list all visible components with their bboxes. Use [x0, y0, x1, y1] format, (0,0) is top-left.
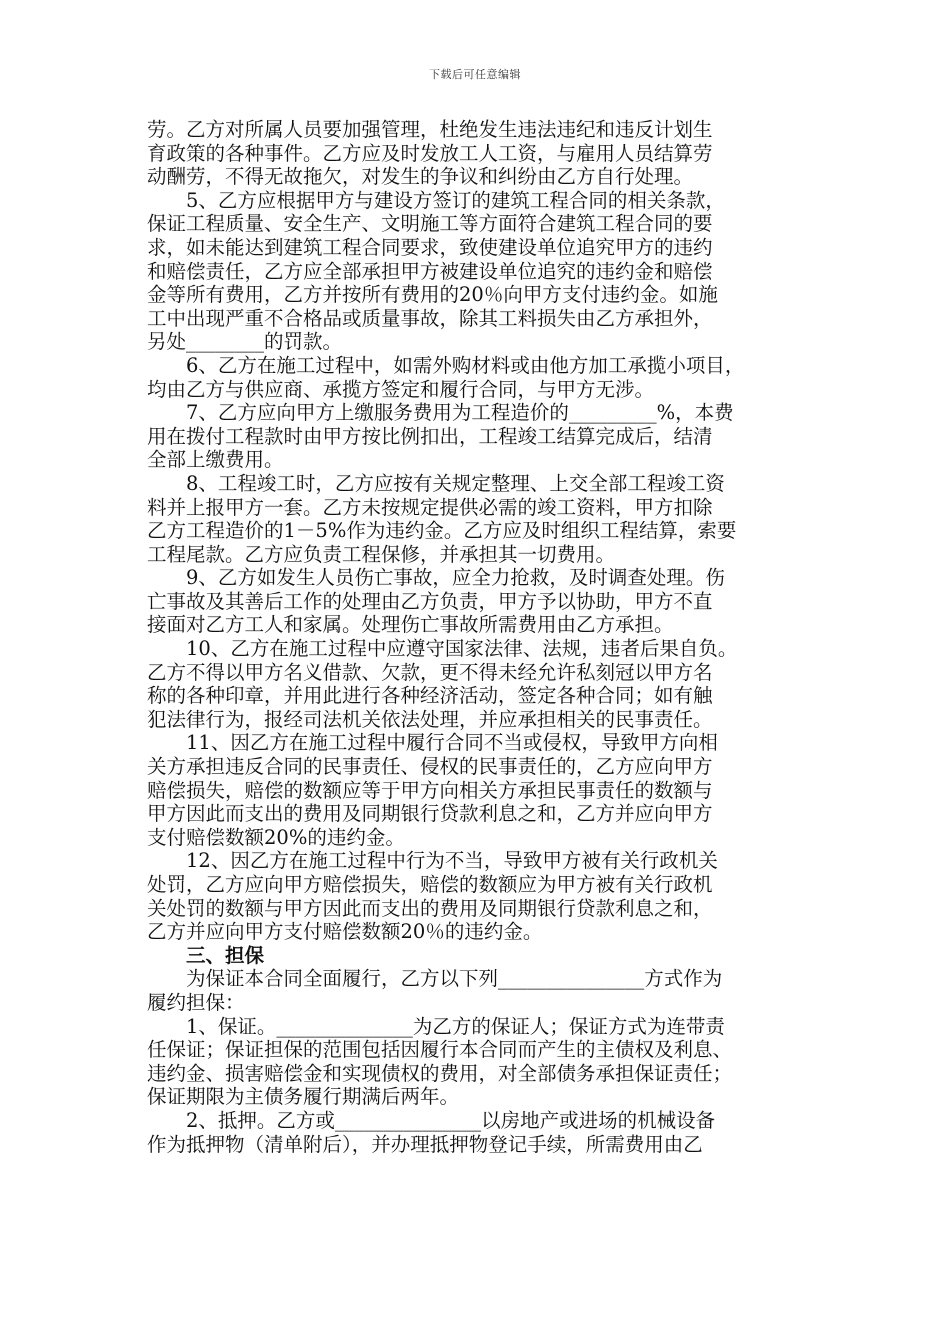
text-line: 为保证本合同全面履行，乙方以下列_______________方式作为 [186, 967, 723, 991]
text-line: 保证期限为主债务履行期满后两年。 [147, 1085, 460, 1109]
text-line: 支付赔偿数额20%的违约金。 [147, 825, 405, 849]
text-line: 乙方工程造价的1－5%作为违约金。乙方应及时组织工程结算，索要 [147, 519, 737, 543]
text-line: 7、乙方应向甲方上缴服务费用为工程造价的_________%，本费 [186, 401, 734, 425]
text-line: 10、乙方在施工过程中应遵守国家法律、法规，违者后果自负。 [186, 637, 738, 661]
text-line: 动酬劳，不得无故拖欠，对发生的争议和纠纷由乙方自行处理。 [147, 165, 694, 189]
text-line: 5、乙方应根据甲方与建设方签订的建筑工程合同的相关条款， [186, 188, 725, 212]
text-line: 作为抵押物（清单附后），并办理抵押物登记手续，所需费用由乙 [147, 1132, 703, 1156]
text-line: 9、乙方如发生人员伤亡事故，应全力抢救，及时调查处理。伤 [186, 566, 725, 590]
text-line: 育政策的各种事件。乙方应及时发放工人工资，与雇用人员结算劳 [147, 141, 713, 165]
text-line: 11、因乙方在施工过程中履行合同不当或侵权，导致甲方向相 [186, 731, 718, 755]
text-line: 用在拨付工程款时由甲方按比例扣出，工程竣工结算完成后，结清 [147, 424, 713, 448]
text-line: 劳。乙方对所属人员要加强管理，杜绝发生违法违纪和违反计划生 [147, 118, 713, 141]
text-line: 均由乙方与供应商、承揽方签定和履行合同，与甲方无涉。 [147, 377, 655, 401]
text-line: 求，如未能达到建筑工程合同要求，致使建设单位追究甲方的违约 [147, 235, 713, 259]
text-line: 12、因乙方在施工过程中行为不当，导致甲方被有关行政机关 [186, 849, 718, 873]
text-line: 关处罚的数额与甲方因此而支出的费用及同期银行贷款利息之和， [147, 896, 713, 920]
text-line: 甲方因此而支出的费用及同期银行贷款利息之和，乙方并应向甲方 [147, 802, 713, 826]
page-header-note: 下载后可任意编辑 [429, 68, 521, 81]
text-line: 乙方并应向甲方支付赔偿数额20％的违约金。 [147, 920, 543, 944]
text-line: 犯法律行为，报经司法机关依法处理，并应承担相关的民事责任。 [147, 707, 713, 731]
text-line: 乙方不得以甲方名义借款、欠款，更不得未经允许私刻冠以甲方名 [147, 660, 713, 684]
text-line: 亡事故及其善后工作的处理由乙方负责，甲方予以协助，甲方不直 [147, 589, 713, 613]
text-line: 2、抵押。乙方或_______________以房地产或进场的机械设备 [186, 1108, 716, 1132]
text-line: 履约担保： [147, 990, 245, 1014]
text-line: 接面对乙方工人和家属。处理伤亡事故所需费用由乙方承担。 [147, 613, 674, 637]
text-line: 赔偿损失，赔偿的数额应等于甲方向相关方承担民事责任的数额与 [147, 778, 713, 802]
text-line: 称的各种印章，并用此进行各种经济活动，签定各种合同；如有触 [147, 684, 713, 708]
text-line: 违约金、损害赔偿金和实现债权的费用，对全部债务承担保证责任； [147, 1061, 733, 1085]
text-line: 另处________的罚款。 [147, 330, 343, 354]
text-line: 金等所有费用，乙方并按所有费用的20％向甲方支付违约金。如施 [147, 283, 718, 307]
text-line: 全部上缴费用。 [147, 448, 284, 472]
section-heading: 三、担保 [186, 943, 265, 967]
text-line: 8、工程竣工时，乙方应按有关规定整理、上交全部工程竣工资 [186, 471, 725, 495]
text-line: 处罚，乙方应向甲方赔偿损失，赔偿的数额应为甲方被有关行政机 [147, 873, 713, 896]
document-body [147, 118, 815, 1156]
text-line: 任保证；保证担保的范围包括因履行本合同而产生的主债权及利息、 [147, 1038, 733, 1062]
text-line: 工程尾款。乙方应负责工程保修，并承担其一切费用。 [147, 542, 616, 566]
text-line: 保证工程质量、安全生产、文明施工等方面符合建筑工程合同的要 [147, 212, 713, 236]
text-line: 料并上报甲方一套。乙方未按规定提供必需的竣工资料，甲方扣除 [147, 495, 713, 519]
text-line: 6、乙方在施工过程中，如需外购材料或由他方加工承揽小项目， [186, 353, 745, 377]
text-line: 关方承担违反合同的民事责任、侵权的民事责任的，乙方应向甲方 [147, 755, 713, 779]
text-line: 和赔偿责任，乙方应全部承担甲方被建设单位追究的违约金和赔偿 [147, 259, 713, 283]
text-line: 工中出现严重不合格品或质量事故，除其工料损失由乙方承担外， [147, 306, 713, 330]
text-line: 1、保证。______________为乙方的保证人；保证方式为连带责 [186, 1014, 725, 1038]
